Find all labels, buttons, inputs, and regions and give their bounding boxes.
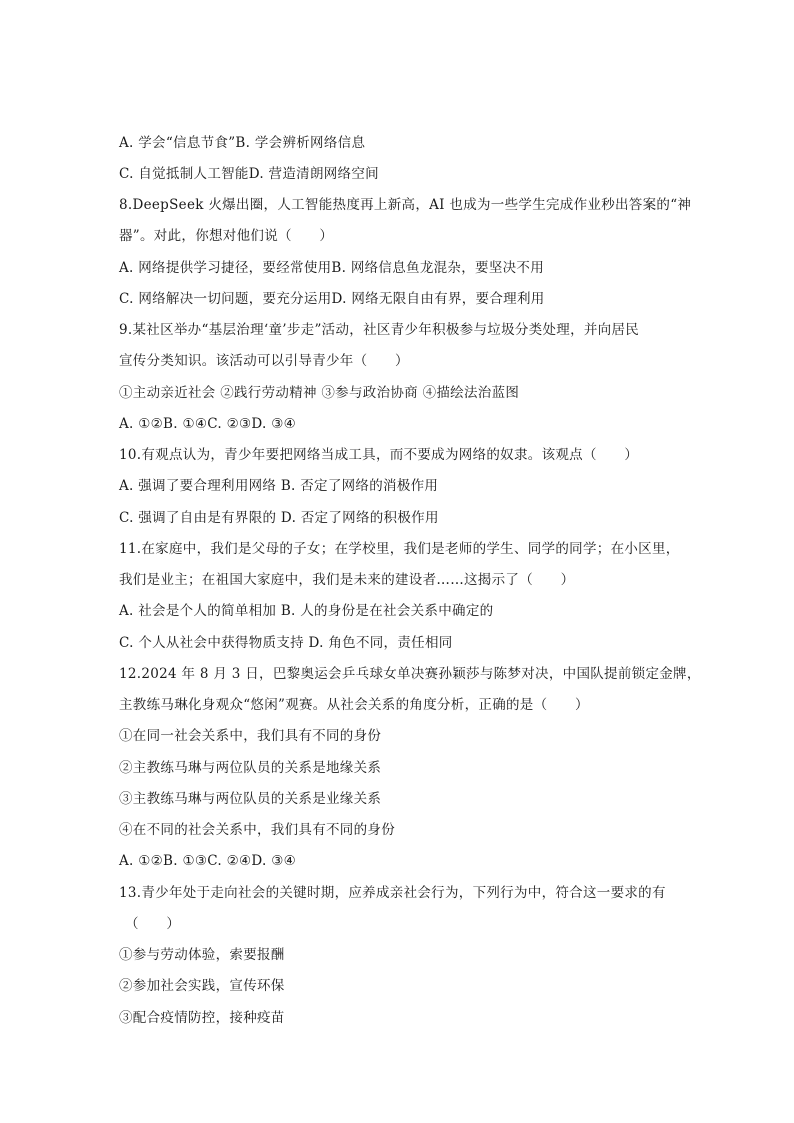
question-12-statement-4: ④在不同的社会关系中，我们具有不同的身份	[119, 822, 395, 838]
question-12-stem-line-2: 主教练马琳化身观众“悠闲”观赛。从社会关系的角度分析，正确的是（ ）	[119, 697, 589, 713]
question-13-stem-line-2: （ ）	[125, 916, 181, 932]
question-8-stem-line-2: 器”。对此，你想对他们说（ ）	[119, 228, 334, 244]
question-10-stem: 10.有观点认为，青少年要把网络当成工具，而不要成为网络的奴隶。该观点（ ）	[119, 447, 639, 463]
question-12-statement-3: ③主教练马琳与两位队员的关系是业缘关系	[119, 791, 382, 807]
question-8-stem-line-1: 8.DeepSeek 火爆出圈，人工智能热度再上新高，AI 也成为一些学生完成作业秒出答案的“神	[119, 197, 692, 213]
option-line-q7-cd: C. 自觉抵制人工智能D. 营造清朗网络空间	[119, 166, 379, 182]
question-11-stem-line-1: 11.在家庭中，我们是父母的子女；在学校里，我们是老师的学生、同学的同学；在小区里，	[119, 541, 680, 557]
question-13-statement-3: ③配合疫情防控，接种疫苗	[119, 1010, 285, 1026]
question-9-stem-line-1: 9.某社区举办“基层治理‘童’步走”活动，社区青少年积极参与垃圾分类处理，并向居民	[119, 322, 640, 338]
question-12-statement-1: ①在同一社会关系中，我们具有不同的身份	[119, 728, 382, 744]
question-9-stem-line-2: 宣传分类知识。该活动可以引导青少年（ ）	[119, 353, 409, 369]
question-13-stem-line-1: 13.青少年处于走向社会的关键时期，应养成亲社会行为，下列行为中，符合这一要求的有	[119, 885, 666, 901]
question-12-statement-2: ②主教练马琳与两位队员的关系是地缘关系	[119, 760, 382, 776]
question-13-statement-1: ①参与劳动体验，索要报酬	[119, 947, 285, 963]
option-line-q9: A. ①②B. ①④C. ②③D. ③④	[119, 416, 297, 432]
option-line-q10-cd: C. 强调了自由是有界限的 D. 否定了网络的积极作用	[119, 510, 439, 526]
option-line-q11-cd: C. 个人从社会中获得物质支持 D. 角色不同，责任相同	[119, 635, 453, 651]
question-12-stem-line-1: 12.2024 年 8 月 3 日，巴黎奥运会乒乓球女单决赛孙颖莎与陈梦对决，中国队提前锁定金牌，	[119, 666, 701, 682]
option-line-q10-ab: A. 强调了要合理利用网络 B. 否定了网络的消极作用	[119, 478, 439, 494]
option-line-q12: A. ①②B. ①③C. ②④D. ③④	[119, 853, 297, 869]
option-line-q8-cd: C. 网络解决一切问题，要充分运用D. 网络无限自由有界，要合理利用	[119, 291, 545, 307]
option-line-q11-ab: A. 社会是个人的简单相加 B. 人的身份是在社会关系中确定的	[119, 603, 494, 619]
option-line-q7-ab: A. 学会“信息节食”B. 学会辨析网络信息	[119, 135, 366, 151]
option-line-q8-ab: A. 网络提供学习捷径，要经常使用B. 网络信息鱼龙混杂，要坚决不用	[119, 260, 545, 276]
question-11-stem-line-2: 我们是业主；在祖国大家庭中，我们是未来的建设者……这揭示了（ ）	[119, 572, 575, 588]
question-9-statements: ①主动亲近社会 ②践行劳动精神 ③参与政治协商 ④描绘法治蓝图	[119, 385, 520, 401]
question-13-statement-2: ②参加社会实践，宣传环保	[119, 978, 285, 994]
